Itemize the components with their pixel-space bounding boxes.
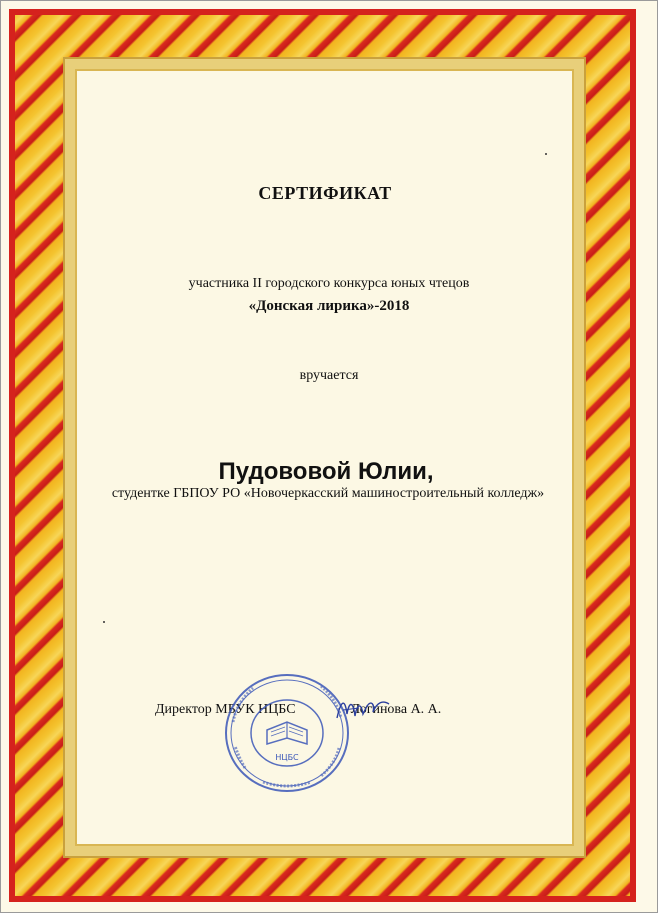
awarded-label: вручается (299, 368, 359, 383)
signature (333, 692, 393, 726)
recipient-description: студентке ГБПОУ РО «Новочеркасский машиностроительный колледж» (111, 486, 545, 501)
speck (103, 621, 105, 623)
certificate-title: СЕРТИФИКАТ (258, 183, 392, 203)
participant-line: участника II городского конкурса юных чтецов (188, 276, 470, 291)
seal-stamp-icon (223, 672, 351, 794)
speck (545, 153, 547, 155)
director-title: Директор МБУК НЦБС (155, 702, 296, 717)
recipient-name: Пудововой Юлии, (218, 458, 434, 485)
contest-name: «Донская лирика»-2018 (248, 298, 410, 314)
director-name: Логинова А. А. (350, 702, 442, 717)
stamp-center-text: НЦБС (275, 753, 299, 762)
